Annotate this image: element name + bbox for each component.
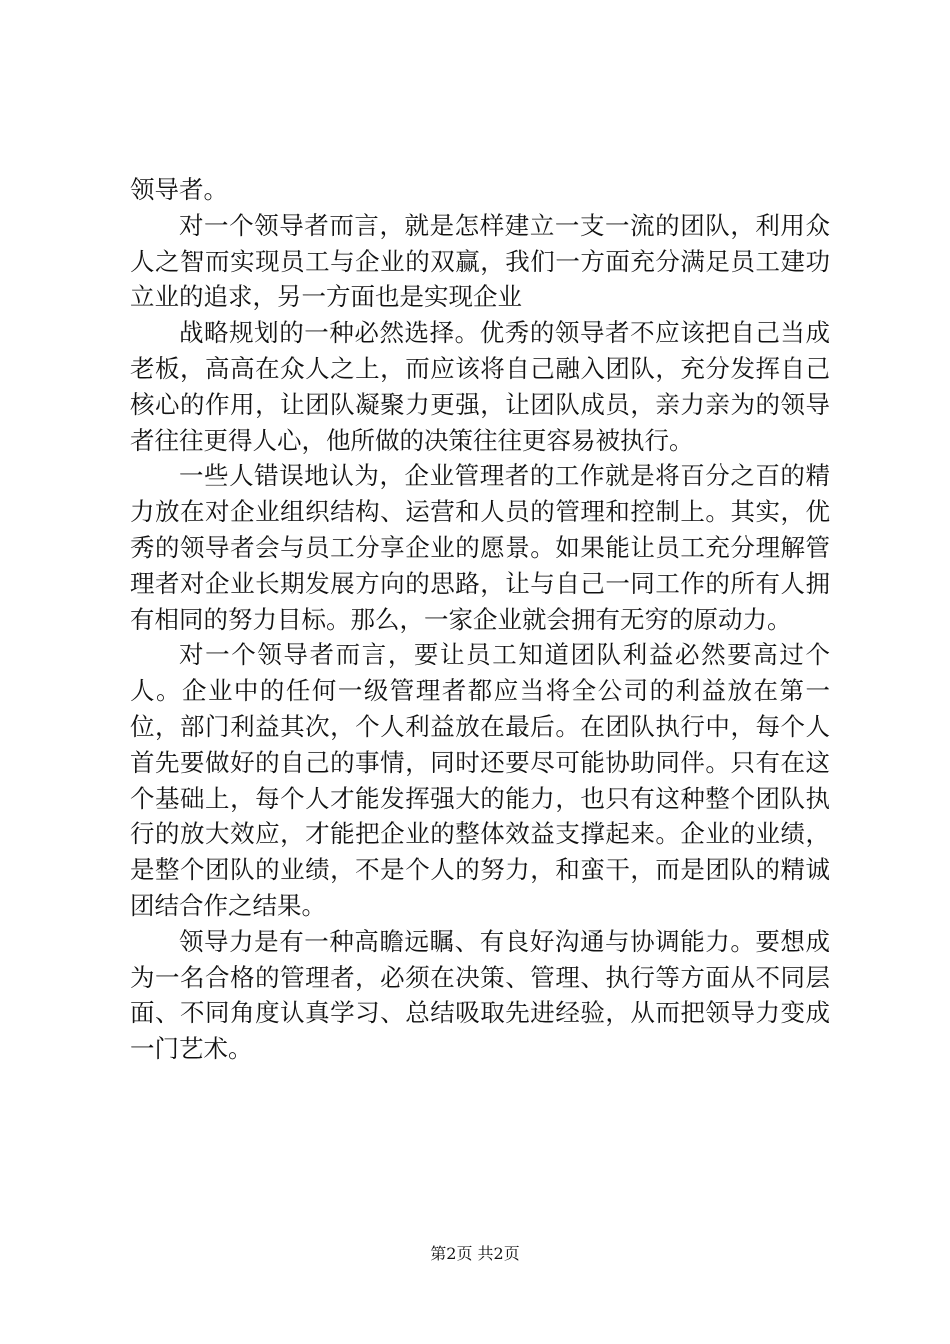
paragraph-4: 一些人错误地认为，企业管理者的工作就是将百分之百的精力放在对企业组织结构、运营和人员的管理和控制上。其实，优秀的领导者会与员工分享企业的愿景。如果能让员工充分理解管理者对企业长期发展方向的思路，让与自己一同工作的所有人拥有相同的努力目标。那么，一家企业就会拥有无穷的原动力。	[130, 461, 830, 634]
paragraph-6: 领导力是有一种高瞻远瞩、有良好沟通与协调能力。要想成为一名合格的管理者，必须在决策、管理、执行等方面从不同层面、不同角度认真学习、总结吸取先进经验，从而把领导力变成一门艺术。	[130, 926, 830, 1064]
paragraph-5: 对一个领导者而言，要让员工知道团队利益必然要高过个人。企业中的任何一级管理者都应当将全公司的利益放在第一位，部门利益其次，个人利益放在最后。在团队执行中，每个人首先要做好的自己的事情，同时还要尽可能协助同伴。只有在这个基础上，每个人才能发挥强大的能力，也只有这种整个团队执行的放大效应，才能把企业的整体效益支撑起来。企业的业绩，是整个团队的业绩，不是个人的努力，和蛮干，而是团队的精诚团结合作之结果。	[130, 640, 830, 920]
paragraph-1: 领导者。	[130, 175, 228, 204]
paragraph-3: 战略规划的一种必然选择。优秀的领导者不应该把自己当成老板，高高在众人之上，而应该将自己融入团队，充分发挥自己核心的作用，让团队凝聚力更强，让团队成员，亲力亲为的领导者往往更得人心，他所做的决策往往更容易被执行。	[130, 318, 830, 455]
document-body	[130, 172, 830, 1067]
page-footer: 第2页 共2页	[430, 1244, 520, 1263]
paragraph-2: 对一个领导者而言，就是怎样建立一支一流的团队，利用众人之智而实现员工与企业的双赢，我们一方面充分满足员工建功立业的追求，另一方面也是实现企业	[130, 210, 830, 312]
